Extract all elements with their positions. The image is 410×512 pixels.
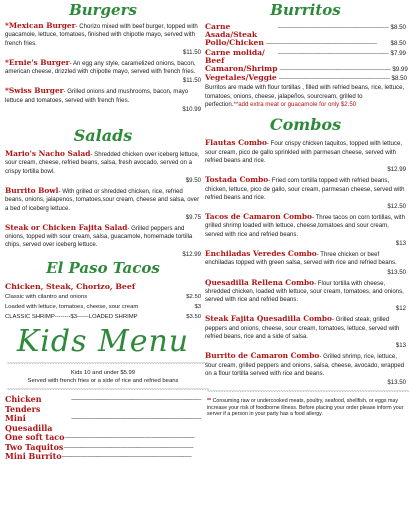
burritos-title: Burritos	[270, 1, 341, 19]
menu-item	[205, 176, 406, 202]
kids-item: Mini Burrito -------------------------------------------------------------------------------------	[5, 452, 201, 462]
item-price: $11.50	[182, 48, 201, 56]
item-name: Steak Fajita Quesadilla Combo	[205, 314, 332, 324]
item-description: - Four crispy chicken taquitos, topped with lettuce, sour cream, pico de gallo sprinkled with parmesan cheese, served with refried beans and rice.	[205, 140, 403, 164]
dot-leader: -----------------------------------------------------------------------	[277, 49, 389, 57]
kids-item: Chicken Tenders -------------------------------------------------------------------------------------	[5, 394, 201, 414]
item-price: $9.75	[185, 213, 201, 221]
item-description: - An egg any style, caramelized onions, bacon, american cheese, drizzled with chipotle mayo, served with french fries.	[5, 59, 196, 76]
item-description: - Three tacos on corn tortillas, with grilled shrimp loaded with lettuce, cheese,tomatoes and sour cream, served with rice and refried beans.	[205, 214, 405, 238]
item-description: - Grilled shrimp, rice, lettuce, sour cream, grilled peppers and onions, salsa, cheese, avocado, wrapped on a flour tortilla served with rice and beans.	[205, 353, 405, 377]
item-name: Burrito Bowl	[5, 185, 59, 195]
burrito-price: $8.50	[391, 75, 408, 83]
right-column	[203, 0, 408, 417]
item-name: *Ernie's Burger	[5, 57, 70, 67]
item-description: - Grilled onions and mushrooms, bacon, mayo lettuce and tomatoes, served with french fries.	[5, 88, 189, 104]
item-price: $13.50	[387, 379, 406, 387]
item-price: $12.99	[182, 250, 201, 258]
burrito-price: $8.50	[390, 40, 406, 48]
kids-sides-note: Served with french fries or a side of rice and refried beans	[27, 378, 179, 385]
elpaso-tacos-title: El Paso Tacos	[46, 258, 160, 277]
item-price: $12.99	[387, 166, 406, 174]
dot-leader: -------------------------------------------------------------------------------------	[71, 415, 201, 423]
burrito-price: $9.99	[392, 66, 408, 74]
burgers-title: Burgers	[69, 1, 137, 19]
item-name: Enchiladas Veredes Combo	[205, 248, 317, 258]
item-description: - With grilled or shredded chicken, rice, refried beans, onions, jalapenos, tomatoes,sour cream, cheese and salsa, over a bed of iceberg lettuce.	[5, 187, 200, 212]
burrito-price: $7.99	[390, 49, 406, 57]
menu-item	[5, 87, 201, 105]
dot-leader: -------------------------------------------------------------------------------------	[63, 443, 194, 451]
item-description: - Flour tortilla with cheese, shredded chicken, loaded with lettuce, sour cream, tomatoes, and onions, served with rice and refried beans.	[205, 279, 404, 304]
item-price: $13	[395, 239, 406, 247]
elpaso-row-label: Loaded with lettuce, tomatoes, cheese, sour cream	[5, 303, 139, 310]
kids-age-price: Kids 10 and under $5.99	[70, 369, 136, 376]
burrito-name: Vegetales/Veggie	[205, 73, 277, 83]
item-description: - Fried corn tortilla topped with refried beans, chicken, lettuce, pico de gallo, sour cream, parmesan cheese, served with refried beans and rice.	[205, 177, 405, 201]
divider: ~~~~~~~~~~~~~~~~~~~~~~~~~~~~~~~~~~~~~~~~~~~~~~~~~~~~~~~~~~~~~~~~~~~~~~~~~~~~~	[7, 360, 209, 367]
dot-leader: -------------------------------------------------------------------------------------	[61, 453, 192, 461]
elpaso-row	[5, 304, 201, 311]
left-column	[3, 0, 209, 462]
menu-item	[205, 250, 406, 268]
item-description: - Three chicken or beef enchiladas topped with green salsa, served with rice and refried beans.	[205, 250, 397, 267]
menu-item	[5, 150, 201, 176]
salads-title: Salads	[73, 126, 133, 146]
menu-item	[5, 22, 201, 48]
menu-item	[5, 187, 201, 213]
burrito-name: Carne molida/ Beef	[205, 47, 265, 65]
burrito-name: Camaron/Shrimp	[205, 64, 278, 74]
menu-item	[205, 279, 406, 305]
kids-menu-title: Kids Menu	[16, 323, 190, 359]
item-name: *Swiss Burger	[5, 86, 64, 96]
menu-item	[205, 213, 406, 239]
burrito-name: Carne Asada/Steak	[205, 22, 258, 40]
menu-item	[205, 139, 406, 165]
food-safety-footnote	[207, 398, 404, 417]
item-name: *Mexican Burger	[5, 21, 76, 30]
dot-leader: -----------------------------------------------------------------------	[265, 40, 377, 48]
item-price: $10.99	[182, 106, 201, 114]
item-description: - Grilled steak, grilled peppers and onions, cheese, sour cream, tomatoes, lettuce, served with refried beans, rice and a side of salsa.	[205, 316, 400, 341]
menu-item	[5, 224, 201, 250]
kids-item: Two Taquitos -------------------------------------------------------------------------------------	[5, 443, 201, 453]
item-price: $13	[395, 342, 406, 350]
elpaso-row-label: CLASSIC SHRIMP--------$3------LOADED SHRIMP	[5, 313, 138, 320]
burrito-row	[205, 74, 406, 83]
elpaso-row	[5, 314, 201, 321]
item-name: Mario's Nacho Salad	[5, 149, 91, 159]
dot-leader: -------------------------------------------------------------------------------------	[64, 434, 195, 442]
footnote-text: Consuming raw or undercooked meats, poultry, seafood, shellfish, or eggs may increase your risk of foodborne illness. Before placing your order please inform your server if a person in your party has a food allergy.	[207, 398, 404, 417]
item-price: $11.50	[182, 77, 201, 85]
elpaso-row-price: $3.50	[186, 313, 201, 320]
footnote-asterisk: **	[207, 398, 212, 405]
dot-leader: -----------------------------------------------------------------------	[277, 24, 389, 31]
item-name: Tacos de Camaron Combo	[205, 212, 312, 222]
menu-item	[205, 315, 406, 341]
burrito-name: Pollo/Chicken	[205, 38, 264, 48]
kids-item: Mini Quesadilla -------------------------------------------------------------------------------------	[5, 413, 201, 433]
menu-item	[5, 59, 201, 77]
elpaso-row-price: $3	[194, 303, 201, 310]
item-price: $12	[395, 305, 406, 313]
dot-leader: -----------------------------------------------------------------------	[278, 75, 390, 83]
item-description: - Shredded chicken over iceberg lettuce, sour cream, cheese, refried beans, salsa, fresh avocado, served on a crispy tortilla bowl.	[5, 151, 200, 175]
elpaso-row-label: Classic with cilantro and onions	[5, 293, 88, 300]
kids-item: One soft taco -------------------------------------------------------------------------------------	[5, 433, 201, 443]
divider: ~~~~~~~~~~~~~~~~~~~~~~~~~~~~~~~~~~~~~~~~~~~~~~~~~~~~~~~~~~~~~~~~~~~~~~~~~~~~~	[207, 389, 409, 396]
burrito-row	[205, 49, 406, 65]
divider: ~~~~~~~~~~~~~~~~~~~~~~~~~~~~~~~~~~~~~~~~~~~~~~~~~~~~~~~~~~~~~~~~~~~~~~~~~~~~~	[7, 387, 209, 394]
elpaso-row	[5, 294, 201, 301]
elpaso-meats-heading: Chicken, Steak, Chorizo, Beef	[5, 281, 136, 291]
item-description: - Chorizo mixed with beef burger, topped with guacamole, lettuce, tomatoes, finished with chipotle mayo, served with french fries.	[5, 23, 198, 47]
item-name: Tostada Combo	[205, 175, 269, 185]
burrito-note: Burritos are made with flour tortillas , filled with refried beans, rice, lettuce, tomatoes, onions, cheese, jalapeños, sourcream, grilled to perfection.**add extra meat or guacamole for only $2.50	[205, 84, 405, 109]
burrito-row	[205, 23, 406, 39]
item-name: Steak or Chicken Fajita Salad	[5, 222, 128, 232]
menu-item	[205, 352, 406, 378]
item-description: - Grilled peppers and onions, topped with sour cream, salsa, guacamole, homemade tortilla chips, served over iceberg lettuce.	[5, 224, 193, 249]
item-name: Burrito de Camaron Combo	[205, 351, 320, 361]
item-price: $13.50	[387, 268, 406, 276]
burrito-price: $8.50	[390, 24, 406, 31]
extra-meat-note: **add extra meat or guacamole for only $2.50	[233, 101, 357, 109]
elpaso-row-price: $2.50	[186, 293, 201, 300]
dot-leader: -----------------------------------------------------------------------	[279, 66, 391, 74]
dot-leader: -------------------------------------------------------------------------------------	[71, 396, 201, 404]
item-name: Flautas Combo	[205, 138, 267, 148]
item-price: $12.50	[387, 203, 406, 211]
combos-title: Combos	[269, 115, 342, 135]
item-price: $9.50	[185, 176, 201, 184]
item-name: Quesadilla Rellena Combo	[205, 277, 315, 287]
